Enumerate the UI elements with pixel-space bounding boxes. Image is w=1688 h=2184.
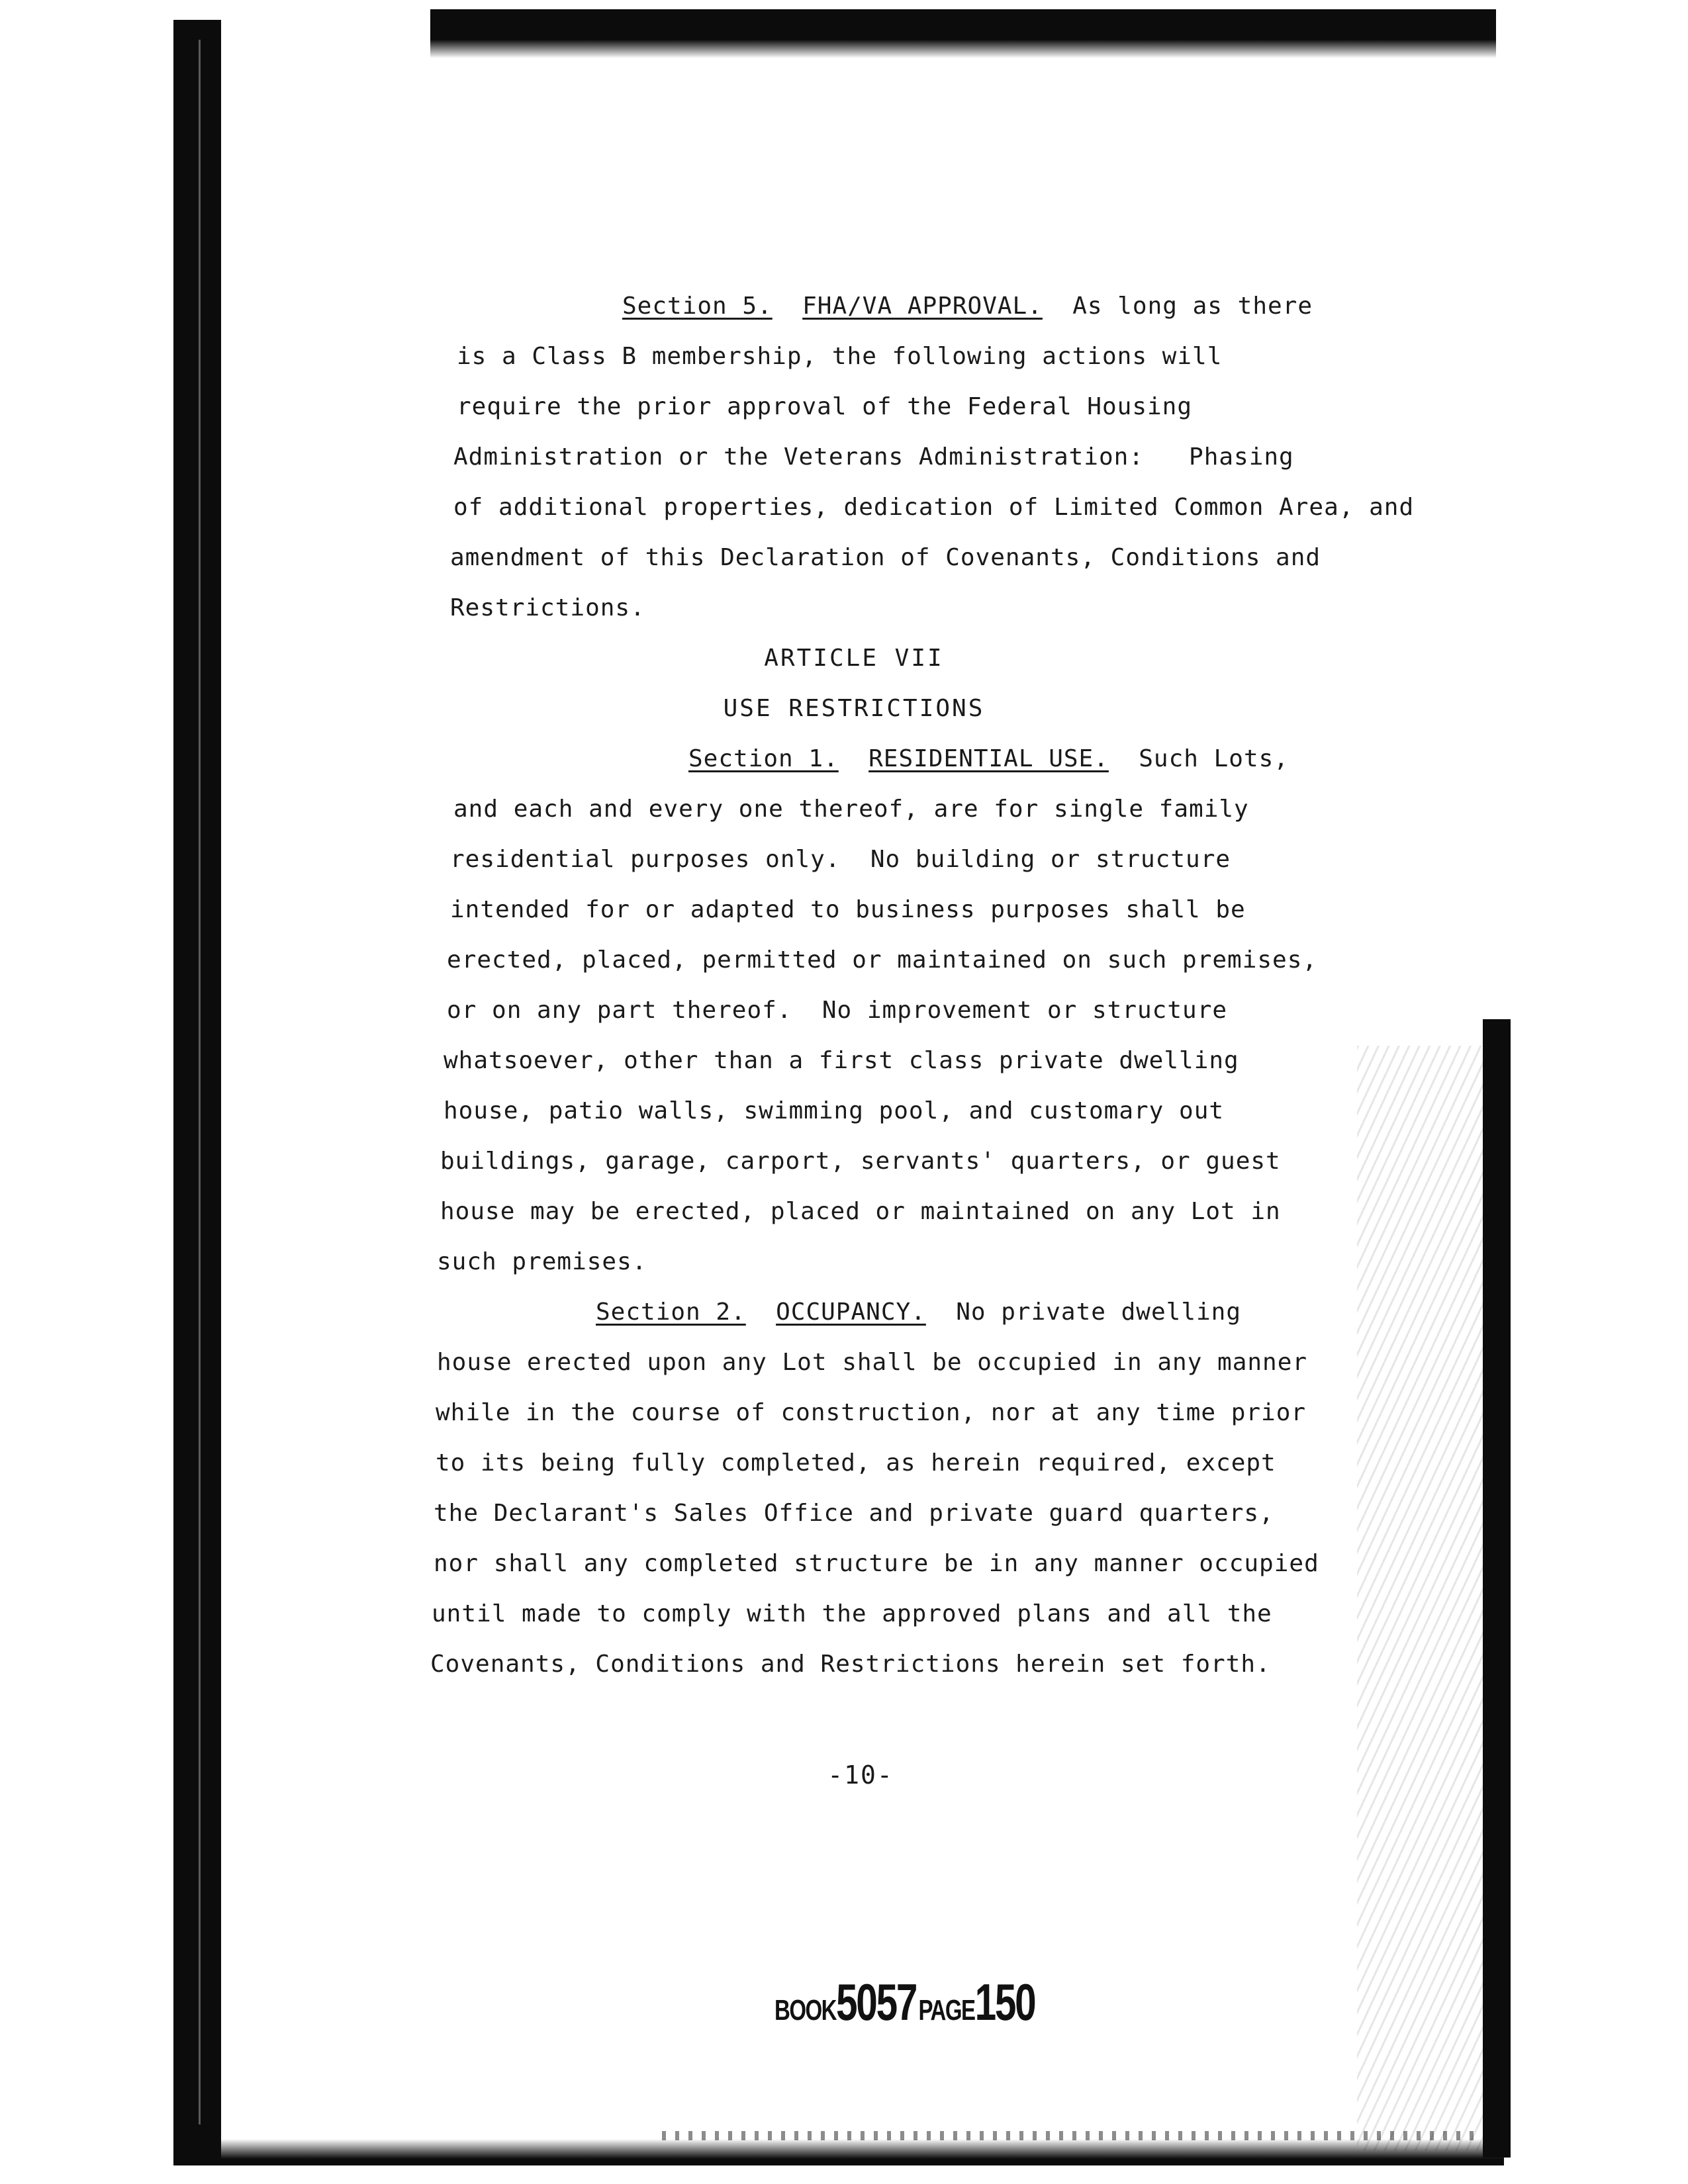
- section-1-line: such premises.: [437, 1248, 647, 1275]
- document-body: [424, 281, 1456, 1690]
- section-1-line: intended for or adapted to business purposes shall be: [450, 896, 1246, 923]
- section-2-lead: No private dwelling: [925, 1298, 1242, 1326]
- section-1-line: house may be erected, placed or maintained on any Lot in: [440, 1198, 1281, 1225]
- section-5-line: Restrictions.: [450, 594, 645, 621]
- section-5-line: Administration or the Veterans Administration: Phasing: [453, 443, 1294, 471]
- scan-left-border: [173, 20, 221, 2161]
- scan-right-border: [1483, 1019, 1511, 2158]
- article-number: ARTICLE VII: [764, 645, 944, 672]
- section-1-line: or on any part thereof. No improvement or structure: [447, 997, 1228, 1024]
- page-number: -10-: [827, 1760, 894, 1790]
- section-2-line: nor shall any completed structure be in any manner occupied: [434, 1550, 1319, 1577]
- section-2-line: to its being fully completed, as herein required, except: [436, 1449, 1276, 1477]
- section-1-line: erected, placed, permitted or maintained on such premises,: [447, 946, 1318, 974]
- book-label: BOOK: [774, 1994, 836, 2026]
- section-2-title: OCCUPANCY.: [776, 1298, 926, 1326]
- section-1-line: residential purposes only. No building or structure: [450, 846, 1231, 873]
- scan-streak: [199, 40, 201, 2124]
- section-1-label: Section 1.: [688, 745, 839, 772]
- section-5-lead: As long as there: [1042, 293, 1313, 320]
- section-2-label: Section 2.: [596, 1298, 746, 1326]
- scan-bottom-border: [173, 2139, 1504, 2165]
- section-1-heading-line: [424, 734, 1456, 784]
- section-1-line: whatsoever, other than a first class private dwelling: [444, 1047, 1239, 1074]
- section-5-label: Section 5.: [622, 293, 773, 320]
- section-5-heading-line: [424, 281, 1456, 332]
- book-number: 5057: [836, 1973, 917, 2031]
- scan-top-border: [430, 9, 1496, 58]
- article-title: USE RESTRICTIONS: [723, 695, 985, 722]
- scan-noise-bottom: [662, 2131, 1476, 2140]
- book-page-stamp: [774, 1972, 1035, 2032]
- section-1-title: RESIDENTIAL USE.: [868, 745, 1109, 772]
- section-1-line: and each and every one thereof, are for single family: [453, 796, 1249, 823]
- page-value: 150: [974, 1973, 1035, 2031]
- section-2-line: the Declarant's Sales Office and private guard quarters,: [434, 1500, 1274, 1527]
- section-1-lead: Such Lots,: [1108, 745, 1289, 772]
- section-1-line: house, patio walls, swimming pool, and customary out: [444, 1097, 1225, 1124]
- section-2-line: until made to comply with the approved plans and all the: [432, 1600, 1272, 1627]
- section-2-line: Covenants, Conditions and Restrictions herein set forth.: [430, 1651, 1271, 1678]
- section-2-line: house erected upon any Lot shall be occupied in any manner: [437, 1349, 1308, 1376]
- section-5-line: is a Class B membership, the following actions will: [457, 343, 1223, 370]
- section-5-line: require the prior approval of the Federal Housing: [457, 393, 1193, 420]
- section-2-heading-line: [424, 1287, 1456, 1338]
- section-5-line: amendment of this Declaration of Covenants, Conditions and: [450, 544, 1321, 571]
- page-label: PAGE: [918, 1994, 975, 2026]
- section-2-line: while in the course of construction, nor at any time prior: [436, 1399, 1307, 1426]
- section-5-title: FHA/VA APPROVAL.: [802, 293, 1043, 320]
- section-5-line: of additional properties, dedication of Limited Common Area, and: [453, 494, 1415, 521]
- section-1-line: buildings, garage, carport, servants' quarters, or guest: [440, 1148, 1281, 1175]
